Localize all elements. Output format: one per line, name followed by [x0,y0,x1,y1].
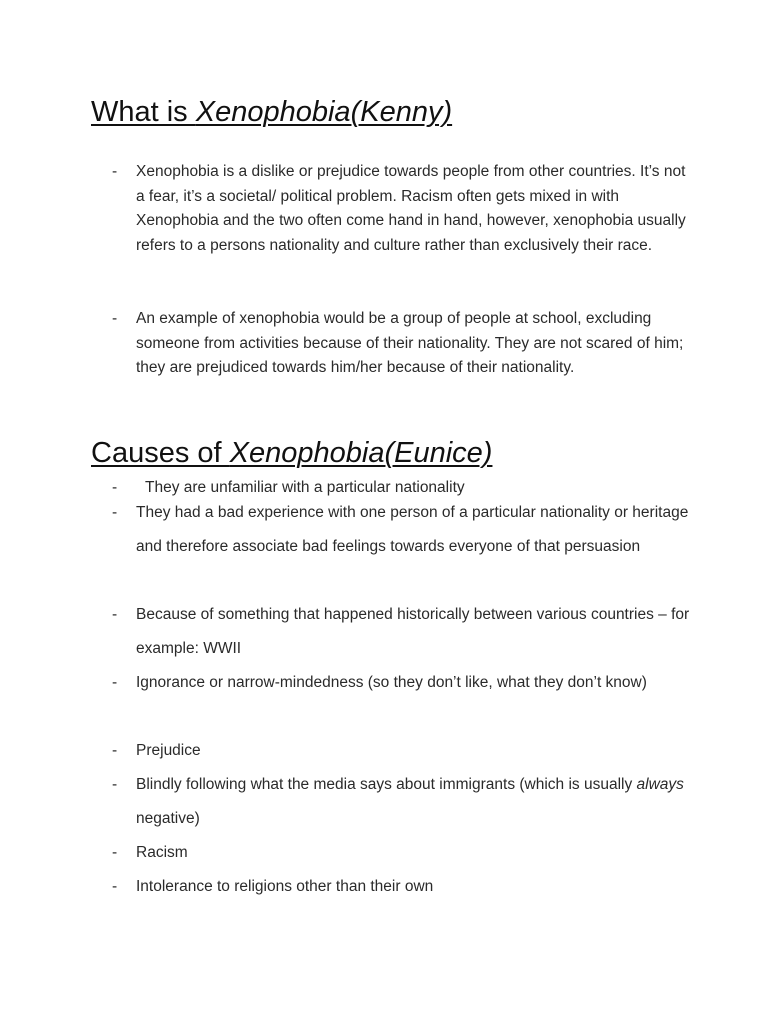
bullet-dash: - [112,844,118,861]
definition-text: Xenophobia is a dislike or prejudice towards people from other countries. It’s not a fear, it’s a societal/ political problem. Racism often gets mixed in with Xenophobia and the two often come hand in hand, however, xenophobia usually refers to a persons nationality and culture rather than exclusively their race. [136,163,686,254]
cause-text-part: Blindly following what the media says about immigrants (which is usually [136,776,637,793]
bullet-dash: - [112,606,118,623]
bullet-dash: - [112,674,118,691]
heading-text: What is [91,96,196,128]
list-item-cause [112,478,692,498]
section-heading-causes-of-xenophobia [91,436,492,470]
cause-text: Because of something that happened historically between various countries – for example: WWII [136,606,690,657]
list-item-example [112,307,692,381]
cause-text-part: negative) [136,810,200,827]
emphasis-text: always [636,776,684,793]
cause-text: They are unfamiliar with a particular nationality [145,479,465,496]
bullet-dash: - [112,163,118,180]
heading-italic-text: Xenophobia(Kenny) [195,96,453,128]
bullet-dash: - [112,878,118,895]
bullet-dash: - [112,742,118,759]
cause-text: They had a bad experience with one person of a particular nationality or heritage and therefore associate bad feelings towards everyone of that persuasion [136,504,689,555]
heading-text: Causes of [91,437,230,469]
list-item-cause [112,666,692,700]
bullet-dash: - [112,310,118,327]
cause-text: Racism [136,844,188,861]
list-item-cause [112,598,692,666]
bullet-dash: - [112,479,118,496]
list-item-cause [112,496,692,564]
cause-text: Prejudice [136,742,201,759]
cause-text [136,768,692,836]
list-item-cause [112,768,692,836]
bullet-dash: - [112,504,118,521]
list-item-cause [112,870,692,904]
list-item-cause [112,734,692,768]
cause-text: Ignorance or narrow-mindedness (so they don’t like, what they don’t know) [136,674,647,691]
section-heading-what-is-xenophobia [91,95,452,129]
list-item-cause [112,836,692,870]
list-item-definition [112,160,692,258]
cause-text: Intolerance to religions other than their own [136,878,434,895]
heading-italic-text: Xenophobia(Eunice) [229,437,493,469]
bullet-dash: - [112,776,118,793]
example-text: An example of xenophobia would be a group of people at school, excluding someone from activities because of their nationality. They are not scared of him; they are prejudiced towards him/her because of their nationality. [136,310,684,376]
